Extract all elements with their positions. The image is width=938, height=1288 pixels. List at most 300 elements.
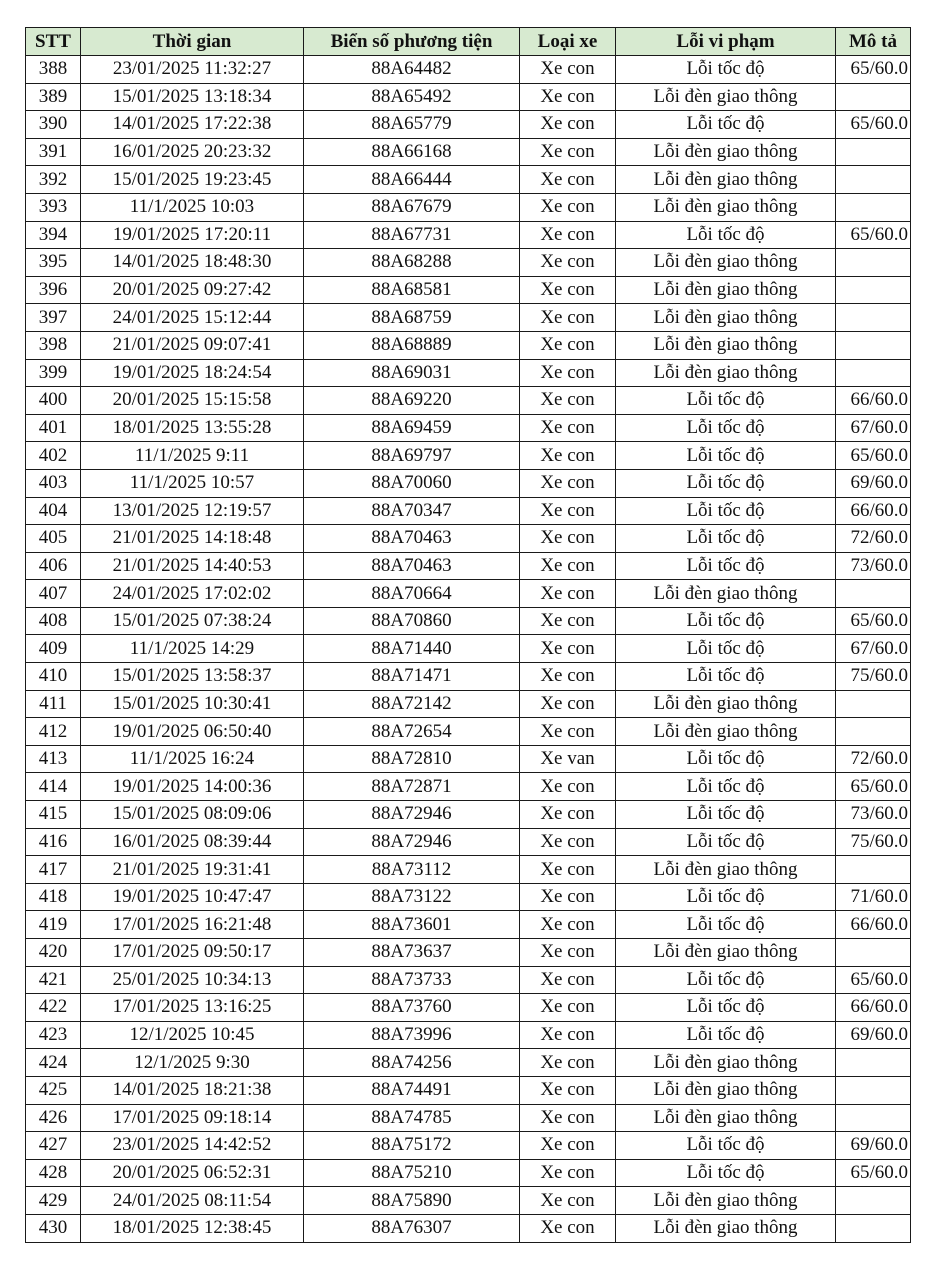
- cell-time: 15/01/2025 10:30:41: [81, 690, 304, 718]
- cell-vehicle-type: Xe con: [520, 387, 616, 415]
- cell-violation: Lỗi đèn giao thông: [616, 1049, 836, 1077]
- cell-vehicle-type: Xe con: [520, 966, 616, 994]
- table-row: [26, 635, 911, 663]
- cell-vehicle-type: Xe con: [520, 911, 616, 939]
- cell-stt: 416: [26, 828, 81, 856]
- table-row: [26, 221, 911, 249]
- cell-description: 72/60.0: [836, 525, 911, 553]
- cell-plate: 88A69459: [304, 414, 520, 442]
- header-stt: STT: [26, 28, 81, 56]
- cell-time: 11/1/2025 10:57: [81, 469, 304, 497]
- cell-stt: 402: [26, 442, 81, 470]
- cell-violation: Lỗi tốc độ: [616, 773, 836, 801]
- cell-description: 75/60.0: [836, 663, 911, 691]
- cell-time: 23/01/2025 14:42:52: [81, 1132, 304, 1160]
- cell-time: 11/1/2025 10:03: [81, 193, 304, 221]
- cell-stt: 405: [26, 525, 81, 553]
- cell-plate: 88A73733: [304, 966, 520, 994]
- cell-time: 18/01/2025 13:55:28: [81, 414, 304, 442]
- cell-violation: Lỗi tốc độ: [616, 56, 836, 84]
- cell-violation: Lỗi tốc độ: [616, 1159, 836, 1187]
- cell-violation: Lỗi đèn giao thông: [616, 138, 836, 166]
- header-vehicle-type: Loại xe: [520, 28, 616, 56]
- cell-stt: 424: [26, 1049, 81, 1077]
- cell-description: [836, 304, 911, 332]
- cell-time: 16/01/2025 20:23:32: [81, 138, 304, 166]
- cell-description: [836, 359, 911, 387]
- cell-time: 11/1/2025 16:24: [81, 745, 304, 773]
- cell-stt: 422: [26, 994, 81, 1022]
- table-body: [26, 56, 911, 1243]
- table-header: [26, 28, 911, 56]
- cell-stt: 420: [26, 939, 81, 967]
- cell-plate: 88A74256: [304, 1049, 520, 1077]
- cell-violation: Lỗi đèn giao thông: [616, 166, 836, 194]
- cell-plate: 88A72946: [304, 828, 520, 856]
- table-row: [26, 387, 911, 415]
- cell-stt: 400: [26, 387, 81, 415]
- cell-stt: 397: [26, 304, 81, 332]
- cell-stt: 410: [26, 663, 81, 691]
- cell-time: 11/1/2025 9:11: [81, 442, 304, 470]
- cell-vehicle-type: Xe con: [520, 221, 616, 249]
- cell-plate: 88A73122: [304, 883, 520, 911]
- cell-plate: 88A73601: [304, 911, 520, 939]
- cell-violation: Lỗi tốc độ: [616, 221, 836, 249]
- cell-description: [836, 690, 911, 718]
- cell-description: 65/60.0: [836, 773, 911, 801]
- table-row: [26, 828, 911, 856]
- cell-time: 17/01/2025 09:18:14: [81, 1104, 304, 1132]
- cell-plate: 88A74785: [304, 1104, 520, 1132]
- cell-time: 15/01/2025 13:18:34: [81, 83, 304, 111]
- cell-description: 65/60.0: [836, 607, 911, 635]
- cell-time: 19/01/2025 17:20:11: [81, 221, 304, 249]
- cell-vehicle-type: Xe con: [520, 690, 616, 718]
- table-row: [26, 1076, 911, 1104]
- table-row: [26, 1187, 911, 1215]
- cell-vehicle-type: Xe con: [520, 994, 616, 1022]
- cell-violation: Lỗi đèn giao thông: [616, 304, 836, 332]
- cell-plate: 88A73760: [304, 994, 520, 1022]
- cell-vehicle-type: Xe con: [520, 1187, 616, 1215]
- cell-stt: 429: [26, 1187, 81, 1215]
- cell-plate: 88A68581: [304, 276, 520, 304]
- cell-vehicle-type: Xe con: [520, 552, 616, 580]
- cell-time: 21/01/2025 19:31:41: [81, 856, 304, 884]
- cell-violation: Lỗi tốc độ: [616, 883, 836, 911]
- cell-stt: 390: [26, 111, 81, 139]
- cell-vehicle-type: Xe con: [520, 856, 616, 884]
- cell-plate: 88A70463: [304, 552, 520, 580]
- table-row: [26, 166, 911, 194]
- cell-violation: Lỗi tốc độ: [616, 525, 836, 553]
- cell-time: 21/01/2025 14:40:53: [81, 552, 304, 580]
- cell-plate: 88A66444: [304, 166, 520, 194]
- cell-stt: 425: [26, 1076, 81, 1104]
- cell-description: [836, 193, 911, 221]
- cell-vehicle-type: Xe con: [520, 939, 616, 967]
- cell-plate: 88A72946: [304, 801, 520, 829]
- cell-vehicle-type: Xe con: [520, 414, 616, 442]
- cell-description: [836, 83, 911, 111]
- cell-vehicle-type: Xe con: [520, 331, 616, 359]
- cell-vehicle-type: Xe con: [520, 83, 616, 111]
- cell-plate: 88A74491: [304, 1076, 520, 1104]
- cell-vehicle-type: Xe con: [520, 469, 616, 497]
- table-row: [26, 525, 911, 553]
- cell-stt: 427: [26, 1132, 81, 1160]
- cell-time: 21/01/2025 14:18:48: [81, 525, 304, 553]
- cell-vehicle-type: Xe con: [520, 497, 616, 525]
- cell-stt: 430: [26, 1214, 81, 1242]
- table-row: [26, 193, 911, 221]
- cell-time: 15/01/2025 13:58:37: [81, 663, 304, 691]
- cell-plate: 88A71471: [304, 663, 520, 691]
- cell-stt: 398: [26, 331, 81, 359]
- cell-time: 17/01/2025 09:50:17: [81, 939, 304, 967]
- cell-time: 16/01/2025 08:39:44: [81, 828, 304, 856]
- cell-description: 67/60.0: [836, 635, 911, 663]
- table-row: [26, 911, 911, 939]
- cell-time: 15/01/2025 19:23:45: [81, 166, 304, 194]
- table-row: [26, 1214, 911, 1242]
- table-row: [26, 856, 911, 884]
- cell-time: 15/01/2025 07:38:24: [81, 607, 304, 635]
- cell-violation: Lỗi đèn giao thông: [616, 939, 836, 967]
- table-row: [26, 56, 911, 84]
- cell-time: 21/01/2025 09:07:41: [81, 331, 304, 359]
- cell-description: [836, 276, 911, 304]
- cell-stt: 394: [26, 221, 81, 249]
- header-description: Mô tả: [836, 28, 911, 56]
- table-row: [26, 497, 911, 525]
- cell-description: [836, 1104, 911, 1132]
- cell-vehicle-type: Xe con: [520, 1049, 616, 1077]
- cell-vehicle-type: Xe con: [520, 663, 616, 691]
- cell-stt: 404: [26, 497, 81, 525]
- cell-time: 19/01/2025 06:50:40: [81, 718, 304, 746]
- cell-violation: Lỗi tốc độ: [616, 828, 836, 856]
- table-row: [26, 663, 911, 691]
- cell-plate: 88A70463: [304, 525, 520, 553]
- cell-plate: 88A70860: [304, 607, 520, 635]
- cell-plate: 88A69797: [304, 442, 520, 470]
- table-row: [26, 276, 911, 304]
- cell-violation: Lỗi tốc độ: [616, 607, 836, 635]
- table-row: [26, 138, 911, 166]
- cell-stt: 417: [26, 856, 81, 884]
- cell-plate: 88A65492: [304, 83, 520, 111]
- cell-violation: Lỗi đèn giao thông: [616, 331, 836, 359]
- cell-violation: Lỗi đèn giao thông: [616, 359, 836, 387]
- cell-plate: 88A76307: [304, 1214, 520, 1242]
- cell-violation: Lỗi đèn giao thông: [616, 1214, 836, 1242]
- cell-violation: Lỗi đèn giao thông: [616, 249, 836, 277]
- cell-stt: 415: [26, 801, 81, 829]
- cell-violation: Lỗi đèn giao thông: [616, 1187, 836, 1215]
- header-row: [26, 28, 911, 56]
- cell-description: [836, 718, 911, 746]
- table-row: [26, 883, 911, 911]
- cell-time: 20/01/2025 15:15:58: [81, 387, 304, 415]
- cell-violation: Lỗi tốc độ: [616, 552, 836, 580]
- cell-plate: 88A73637: [304, 939, 520, 967]
- cell-description: 73/60.0: [836, 552, 911, 580]
- cell-vehicle-type: Xe con: [520, 166, 616, 194]
- cell-description: [836, 856, 911, 884]
- cell-vehicle-type: Xe con: [520, 635, 616, 663]
- cell-plate: 88A68288: [304, 249, 520, 277]
- cell-description: 66/60.0: [836, 911, 911, 939]
- table-row: [26, 359, 911, 387]
- cell-plate: 88A73996: [304, 1021, 520, 1049]
- cell-description: 66/60.0: [836, 387, 911, 415]
- cell-time: 20/01/2025 06:52:31: [81, 1159, 304, 1187]
- cell-description: 69/60.0: [836, 1132, 911, 1160]
- cell-violation: Lỗi đèn giao thông: [616, 1076, 836, 1104]
- cell-description: [836, 1049, 911, 1077]
- table-row: [26, 249, 911, 277]
- table-row: [26, 1021, 911, 1049]
- cell-stt: 401: [26, 414, 81, 442]
- cell-time: 13/01/2025 12:19:57: [81, 497, 304, 525]
- cell-time: 17/01/2025 13:16:25: [81, 994, 304, 1022]
- cell-stt: 406: [26, 552, 81, 580]
- cell-description: 65/60.0: [836, 966, 911, 994]
- cell-stt: 421: [26, 966, 81, 994]
- cell-plate: 88A67679: [304, 193, 520, 221]
- cell-time: 25/01/2025 10:34:13: [81, 966, 304, 994]
- table-row: [26, 745, 911, 773]
- cell-plate: 88A68889: [304, 331, 520, 359]
- cell-time: 11/1/2025 14:29: [81, 635, 304, 663]
- table-row: [26, 607, 911, 635]
- violation-table-sheet: [25, 27, 910, 1243]
- table-row: [26, 469, 911, 497]
- cell-plate: 88A70347: [304, 497, 520, 525]
- cell-description: [836, 249, 911, 277]
- cell-time: 17/01/2025 16:21:48: [81, 911, 304, 939]
- header-plate: Biển số phương tiện: [304, 28, 520, 56]
- cell-vehicle-type: Xe van: [520, 745, 616, 773]
- cell-violation: Lỗi tốc độ: [616, 387, 836, 415]
- cell-stt: 395: [26, 249, 81, 277]
- cell-plate: 88A69220: [304, 387, 520, 415]
- cell-stt: 408: [26, 607, 81, 635]
- cell-description: 71/60.0: [836, 883, 911, 911]
- cell-vehicle-type: Xe con: [520, 801, 616, 829]
- cell-stt: 388: [26, 56, 81, 84]
- cell-stt: 392: [26, 166, 81, 194]
- cell-time: 18/01/2025 12:38:45: [81, 1214, 304, 1242]
- cell-stt: 399: [26, 359, 81, 387]
- cell-time: 19/01/2025 10:47:47: [81, 883, 304, 911]
- cell-violation: Lỗi tốc độ: [616, 801, 836, 829]
- table-row: [26, 718, 911, 746]
- cell-violation: Lỗi tốc độ: [616, 1132, 836, 1160]
- cell-description: [836, 580, 911, 608]
- cell-vehicle-type: Xe con: [520, 1214, 616, 1242]
- cell-vehicle-type: Xe con: [520, 1104, 616, 1132]
- table-row: [26, 111, 911, 139]
- cell-plate: 88A72142: [304, 690, 520, 718]
- table-row: [26, 801, 911, 829]
- cell-stt: 423: [26, 1021, 81, 1049]
- cell-vehicle-type: Xe con: [520, 442, 616, 470]
- cell-plate: 88A70060: [304, 469, 520, 497]
- header-violation: Lỗi vi phạm: [616, 28, 836, 56]
- cell-vehicle-type: Xe con: [520, 304, 616, 332]
- cell-violation: Lỗi tốc độ: [616, 911, 836, 939]
- cell-stt: 414: [26, 773, 81, 801]
- cell-violation: Lỗi tốc độ: [616, 111, 836, 139]
- cell-plate: 88A72810: [304, 745, 520, 773]
- cell-violation: Lỗi tốc độ: [616, 663, 836, 691]
- cell-stt: 419: [26, 911, 81, 939]
- cell-time: 15/01/2025 08:09:06: [81, 801, 304, 829]
- cell-stt: 389: [26, 83, 81, 111]
- cell-stt: 391: [26, 138, 81, 166]
- cell-vehicle-type: Xe con: [520, 249, 616, 277]
- cell-vehicle-type: Xe con: [520, 580, 616, 608]
- table-row: [26, 580, 911, 608]
- cell-description: [836, 1214, 911, 1242]
- table-row: [26, 1132, 911, 1160]
- cell-plate: 88A65779: [304, 111, 520, 139]
- cell-vehicle-type: Xe con: [520, 525, 616, 553]
- cell-description: 65/60.0: [836, 111, 911, 139]
- cell-plate: 88A71440: [304, 635, 520, 663]
- cell-violation: Lỗi đèn giao thông: [616, 718, 836, 746]
- table-row: [26, 994, 911, 1022]
- cell-violation: Lỗi tốc độ: [616, 442, 836, 470]
- table-row: [26, 83, 911, 111]
- cell-plate: 88A70664: [304, 580, 520, 608]
- cell-time: 24/01/2025 15:12:44: [81, 304, 304, 332]
- cell-description: [836, 939, 911, 967]
- cell-description: 73/60.0: [836, 801, 911, 829]
- table-row: [26, 414, 911, 442]
- table-row: [26, 1049, 911, 1077]
- cell-stt: 407: [26, 580, 81, 608]
- cell-vehicle-type: Xe con: [520, 111, 616, 139]
- cell-time: 24/01/2025 08:11:54: [81, 1187, 304, 1215]
- cell-vehicle-type: Xe con: [520, 138, 616, 166]
- cell-plate: 88A68759: [304, 304, 520, 332]
- cell-violation: Lỗi đèn giao thông: [616, 580, 836, 608]
- table-row: [26, 552, 911, 580]
- cell-vehicle-type: Xe con: [520, 276, 616, 304]
- cell-description: 69/60.0: [836, 1021, 911, 1049]
- cell-time: 12/1/2025 9:30: [81, 1049, 304, 1077]
- cell-plate: 88A64482: [304, 56, 520, 84]
- cell-stt: 428: [26, 1159, 81, 1187]
- cell-stt: 403: [26, 469, 81, 497]
- cell-time: 19/01/2025 14:00:36: [81, 773, 304, 801]
- cell-description: 66/60.0: [836, 497, 911, 525]
- cell-violation: Lỗi đèn giao thông: [616, 83, 836, 111]
- table-row: [26, 442, 911, 470]
- cell-description: 65/60.0: [836, 56, 911, 84]
- cell-violation: Lỗi tốc độ: [616, 966, 836, 994]
- cell-violation: Lỗi tốc độ: [616, 1021, 836, 1049]
- cell-plate: 88A69031: [304, 359, 520, 387]
- cell-plate: 88A72654: [304, 718, 520, 746]
- cell-time: 24/01/2025 17:02:02: [81, 580, 304, 608]
- cell-vehicle-type: Xe con: [520, 1076, 616, 1104]
- cell-description: [836, 138, 911, 166]
- cell-violation: Lỗi đèn giao thông: [616, 193, 836, 221]
- cell-vehicle-type: Xe con: [520, 1021, 616, 1049]
- cell-stt: 396: [26, 276, 81, 304]
- cell-stt: 393: [26, 193, 81, 221]
- cell-stt: 412: [26, 718, 81, 746]
- cell-violation: Lỗi tốc độ: [616, 497, 836, 525]
- violation-table: [25, 27, 911, 1243]
- cell-description: 72/60.0: [836, 745, 911, 773]
- cell-stt: 426: [26, 1104, 81, 1132]
- cell-description: [836, 1076, 911, 1104]
- cell-description: [836, 331, 911, 359]
- cell-description: 65/60.0: [836, 442, 911, 470]
- cell-vehicle-type: Xe con: [520, 828, 616, 856]
- cell-time: 14/01/2025 18:48:30: [81, 249, 304, 277]
- cell-time: 20/01/2025 09:27:42: [81, 276, 304, 304]
- cell-stt: 409: [26, 635, 81, 663]
- table-row: [26, 1159, 911, 1187]
- cell-time: 23/01/2025 11:32:27: [81, 56, 304, 84]
- cell-description: 67/60.0: [836, 414, 911, 442]
- header-time: Thời gian: [81, 28, 304, 56]
- cell-vehicle-type: Xe con: [520, 773, 616, 801]
- table-row: [26, 966, 911, 994]
- cell-vehicle-type: Xe con: [520, 56, 616, 84]
- cell-vehicle-type: Xe con: [520, 718, 616, 746]
- cell-stt: 413: [26, 745, 81, 773]
- cell-plate: 88A67731: [304, 221, 520, 249]
- cell-violation: Lỗi đèn giao thông: [616, 1104, 836, 1132]
- cell-vehicle-type: Xe con: [520, 359, 616, 387]
- cell-violation: Lỗi tốc độ: [616, 414, 836, 442]
- table-row: [26, 304, 911, 332]
- cell-plate: 88A75890: [304, 1187, 520, 1215]
- table-row: [26, 1104, 911, 1132]
- cell-time: 14/01/2025 17:22:38: [81, 111, 304, 139]
- cell-stt: 418: [26, 883, 81, 911]
- cell-plate: 88A73112: [304, 856, 520, 884]
- cell-plate: 88A72871: [304, 773, 520, 801]
- cell-description: [836, 166, 911, 194]
- cell-plate: 88A75172: [304, 1132, 520, 1160]
- cell-violation: Lỗi tốc độ: [616, 745, 836, 773]
- cell-violation: Lỗi đèn giao thông: [616, 690, 836, 718]
- cell-description: 66/60.0: [836, 994, 911, 1022]
- cell-violation: Lỗi đèn giao thông: [616, 856, 836, 884]
- cell-vehicle-type: Xe con: [520, 607, 616, 635]
- table-row: [26, 331, 911, 359]
- cell-violation: Lỗi tốc độ: [616, 469, 836, 497]
- cell-time: 19/01/2025 18:24:54: [81, 359, 304, 387]
- table-row: [26, 690, 911, 718]
- cell-description: 69/60.0: [836, 469, 911, 497]
- cell-description: 75/60.0: [836, 828, 911, 856]
- cell-description: 65/60.0: [836, 1159, 911, 1187]
- cell-stt: 411: [26, 690, 81, 718]
- table-row: [26, 773, 911, 801]
- cell-time: 12/1/2025 10:45: [81, 1021, 304, 1049]
- cell-plate: 88A75210: [304, 1159, 520, 1187]
